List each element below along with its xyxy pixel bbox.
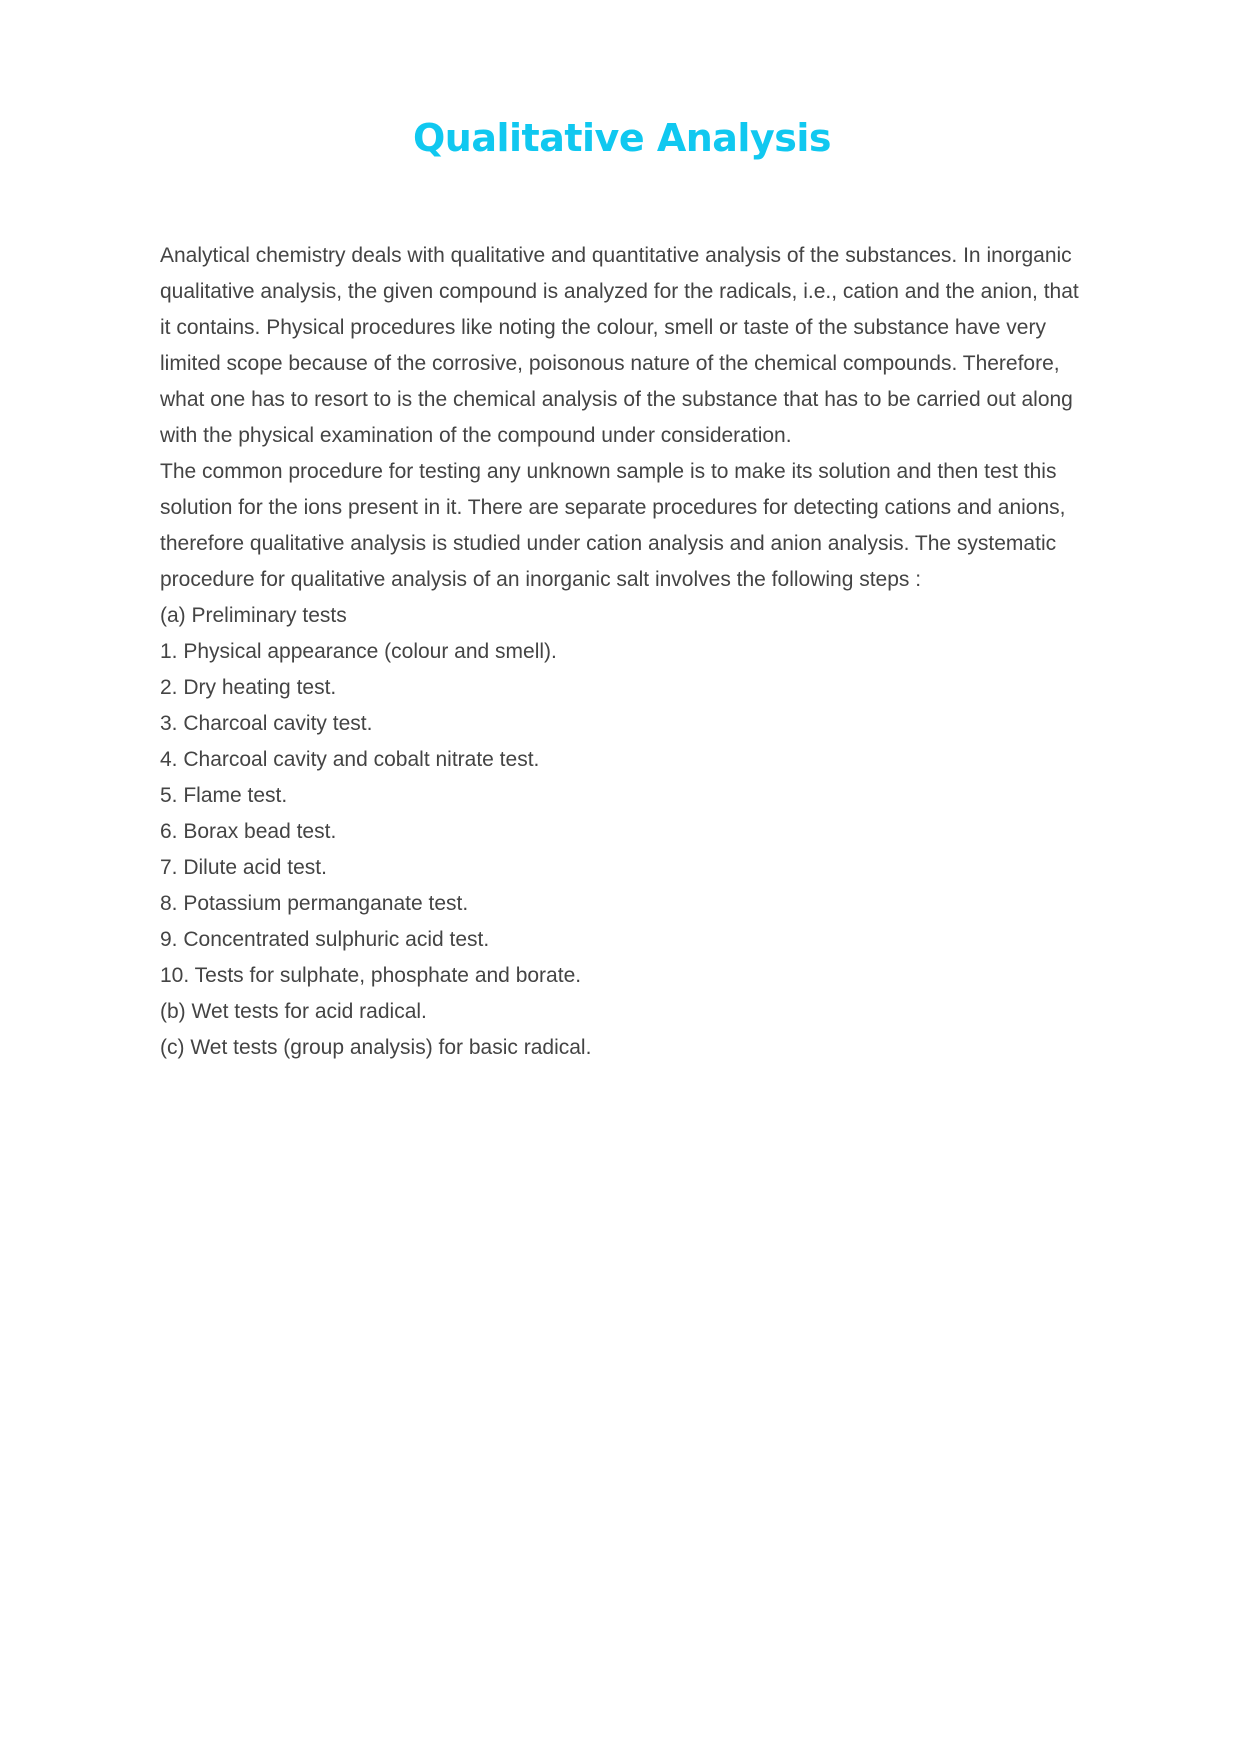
list-item: (b) Wet tests for acid radical. [160, 1000, 427, 1023]
list-item: 8. Potassium permanganate test. [160, 892, 469, 915]
list-item: 9. Concentrated sulphuric acid test. [160, 928, 490, 951]
page-title: Qualitative Analysis [413, 116, 831, 160]
list-item: (a) Preliminary tests [160, 604, 347, 627]
list-item: 7. Dilute acid test. [160, 856, 327, 879]
list-item: (c) Wet tests (group analysis) for basic radical. [160, 1036, 592, 1059]
list-item: 6. Borax bead test. [160, 820, 337, 843]
list-item: 1. Physical appearance (colour and smell). [160, 640, 557, 663]
procedure-paragraph: The common procedure for testing any unknown sample is to make its solution and then test this solution for the ions present in it. There are separate procedures for detecting cations and anions, therefore qualitative analysis is studied under cation analysis and anion analysis. The systematic procedure for qualitative analysis of an inorganic salt involves the following steps : [160, 460, 1066, 591]
intro-paragraph: Analytical chemistry deals with qualitative and quantitative analysis of the substances. In inorganic qualitative analysis, the given compound is analyzed for the radicals, i.e., cation and the anion, that it contains. Physical procedures like noting the colour, smell or taste of the substance have very limited scope because of the corrosive, poisonous nature of the chemical compounds. Therefore, what one has to resort to is the chemical analysis of the substance that has to be carried out along with the physical examination of the compound under consideration. [160, 244, 1079, 447]
list-item: 10. Tests for sulphate, phosphate and borate. [160, 964, 582, 987]
list-item: 3. Charcoal cavity test. [160, 712, 373, 735]
document-body [160, 238, 1090, 1066]
list-item: 2. Dry heating test. [160, 676, 337, 699]
list-item: 5. Flame test. [160, 784, 288, 807]
steps-list [160, 598, 1090, 1066]
list-item: 4. Charcoal cavity and cobalt nitrate test. [160, 748, 540, 771]
